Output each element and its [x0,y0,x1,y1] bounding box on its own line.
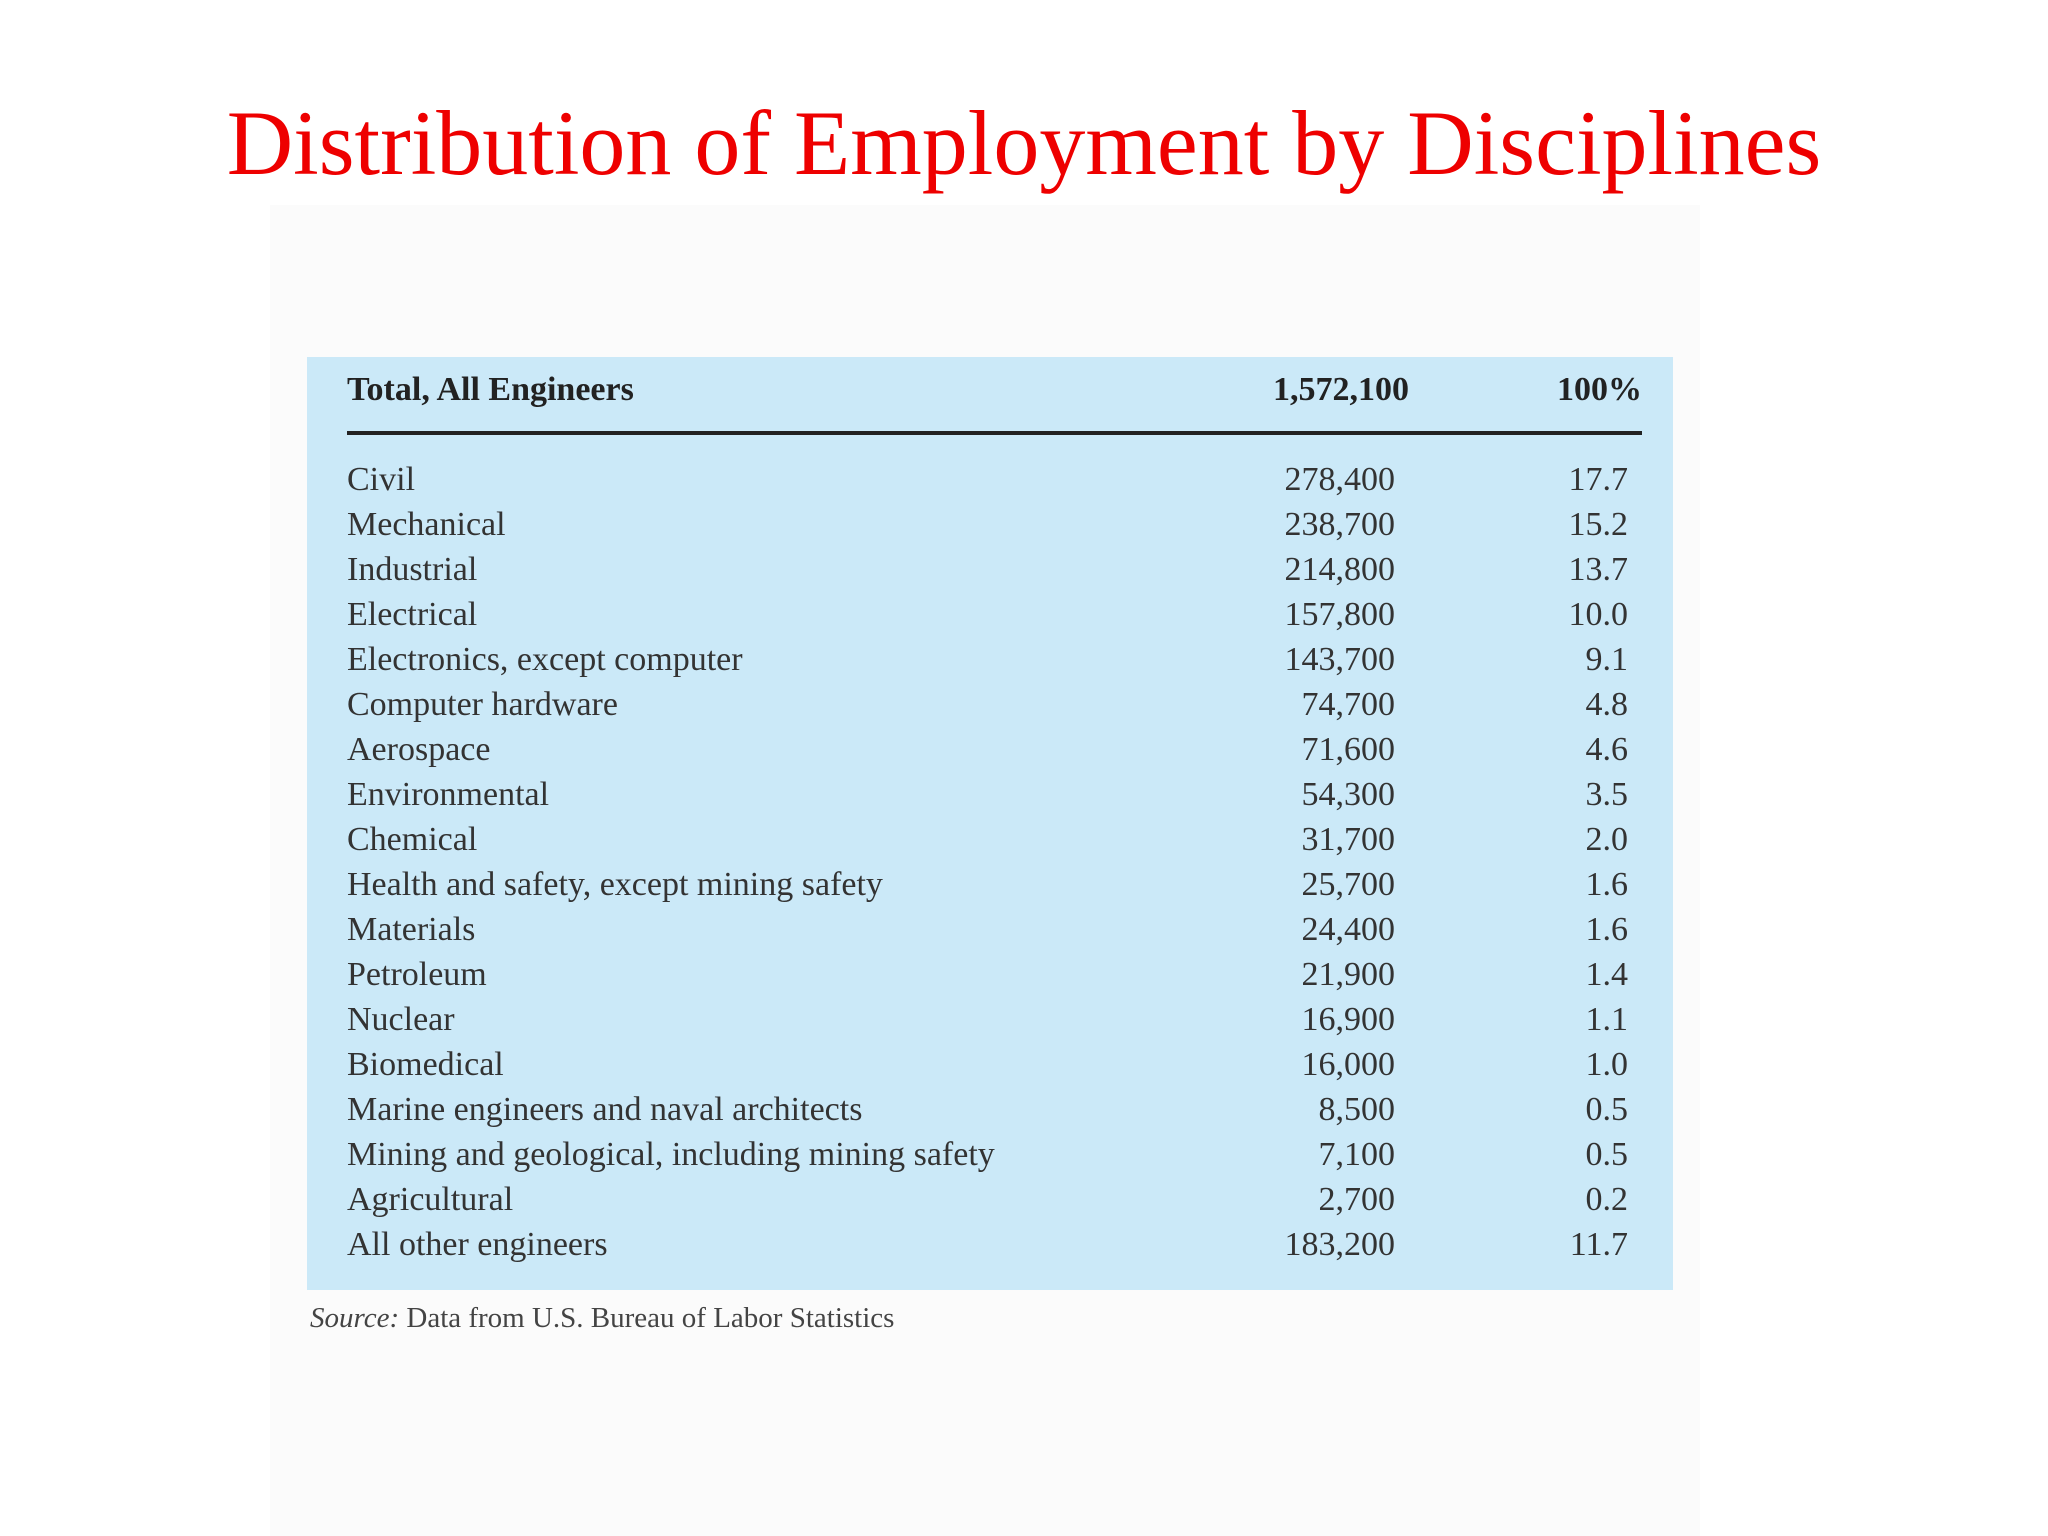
row-label: Industrial [347,551,478,588]
table-row [347,1087,1642,1132]
row-count: 2,700 [1318,1181,1395,1218]
employment-table [307,357,1673,1290]
row-percent: 1.6 [1585,911,1628,948]
row-count: 143,700 [1284,641,1395,678]
row-count: 74,700 [1301,686,1395,723]
row-label: Mechanical [347,506,506,543]
row-label: Biomedical [347,1046,504,1083]
table-row [347,592,1642,637]
table-row [347,907,1642,952]
row-percent: 11.7 [1569,1226,1628,1263]
row-percent: 1.0 [1585,1046,1628,1083]
table-row [347,682,1642,727]
table-row [347,862,1642,907]
table-body [347,457,1642,1267]
source-text: Data from U.S. Bureau of Labor Statistics [399,1302,895,1334]
row-percent: 4.8 [1585,686,1628,723]
table-row [347,952,1642,997]
row-label: Electronics, except computer [347,641,743,678]
row-label: Materials [347,911,476,948]
header-divider [347,431,1642,435]
row-percent: 1.4 [1585,956,1628,993]
row-label: Aerospace [347,731,491,768]
row-label: Electrical [347,596,478,633]
row-count: 183,200 [1284,1226,1395,1263]
row-count: 214,800 [1284,551,1395,588]
row-percent: 4.6 [1585,731,1628,768]
row-label: All other engineers [347,1226,608,1263]
row-percent: 17.7 [1568,461,1628,498]
row-percent: 10.0 [1568,596,1628,633]
row-count: 8,500 [1318,1091,1395,1128]
row-percent: 0.5 [1585,1136,1628,1173]
row-label: Environmental [347,776,550,813]
row-percent: 0.5 [1585,1091,1628,1128]
header-label: Total, All Engineers [347,371,634,408]
row-label: Petroleum [347,956,487,993]
row-count: 25,700 [1301,866,1395,903]
row-label: Agricultural [347,1181,514,1218]
row-label: Health and safety, except mining safety [347,866,883,903]
row-percent: 9.1 [1585,641,1628,678]
row-count: 71,600 [1301,731,1395,768]
slide-title: Distribution of Employment by Disciplines [226,92,1822,194]
row-label: Civil [347,461,416,498]
row-percent: 2.0 [1585,821,1628,858]
table-row [347,547,1642,592]
row-count: 16,900 [1301,1001,1395,1038]
row-label: Mining and geological, including mining safety [347,1136,995,1173]
row-count: 157,800 [1284,596,1395,633]
table-row [347,727,1642,772]
table-row [347,772,1642,817]
row-percent: 3.5 [1585,776,1628,813]
header-percent: 100% [1557,371,1642,408]
source-prefix: Source: [310,1302,400,1334]
table-row [347,1177,1642,1222]
row-count: 54,300 [1301,776,1395,813]
table-row [347,817,1642,862]
row-label: Chemical [347,821,478,858]
table-row [347,457,1642,502]
row-count: 7,100 [1318,1136,1395,1173]
table-row [347,1042,1642,1087]
source-note [310,1302,894,1335]
row-count: 238,700 [1284,506,1395,543]
table-header-row [347,371,1642,421]
table-row [347,502,1642,547]
row-count: 16,000 [1301,1046,1395,1083]
row-count: 31,700 [1301,821,1395,858]
row-percent: 1.1 [1585,1001,1628,1038]
table-row [347,997,1642,1042]
table-row [347,637,1642,682]
table-row [347,1132,1642,1177]
row-label: Marine engineers and naval architects [347,1091,863,1128]
row-count: 278,400 [1284,461,1395,498]
row-count: 24,400 [1301,911,1395,948]
row-percent: 13.7 [1568,551,1628,588]
row-count: 21,900 [1301,956,1395,993]
row-label: Computer hardware [347,686,618,723]
row-percent: 15.2 [1568,506,1628,543]
row-percent: 1.6 [1585,866,1628,903]
row-percent: 0.2 [1585,1181,1628,1218]
row-label: Nuclear [347,1001,455,1038]
table-row [347,1222,1642,1267]
header-count: 1,572,100 [1273,371,1409,408]
